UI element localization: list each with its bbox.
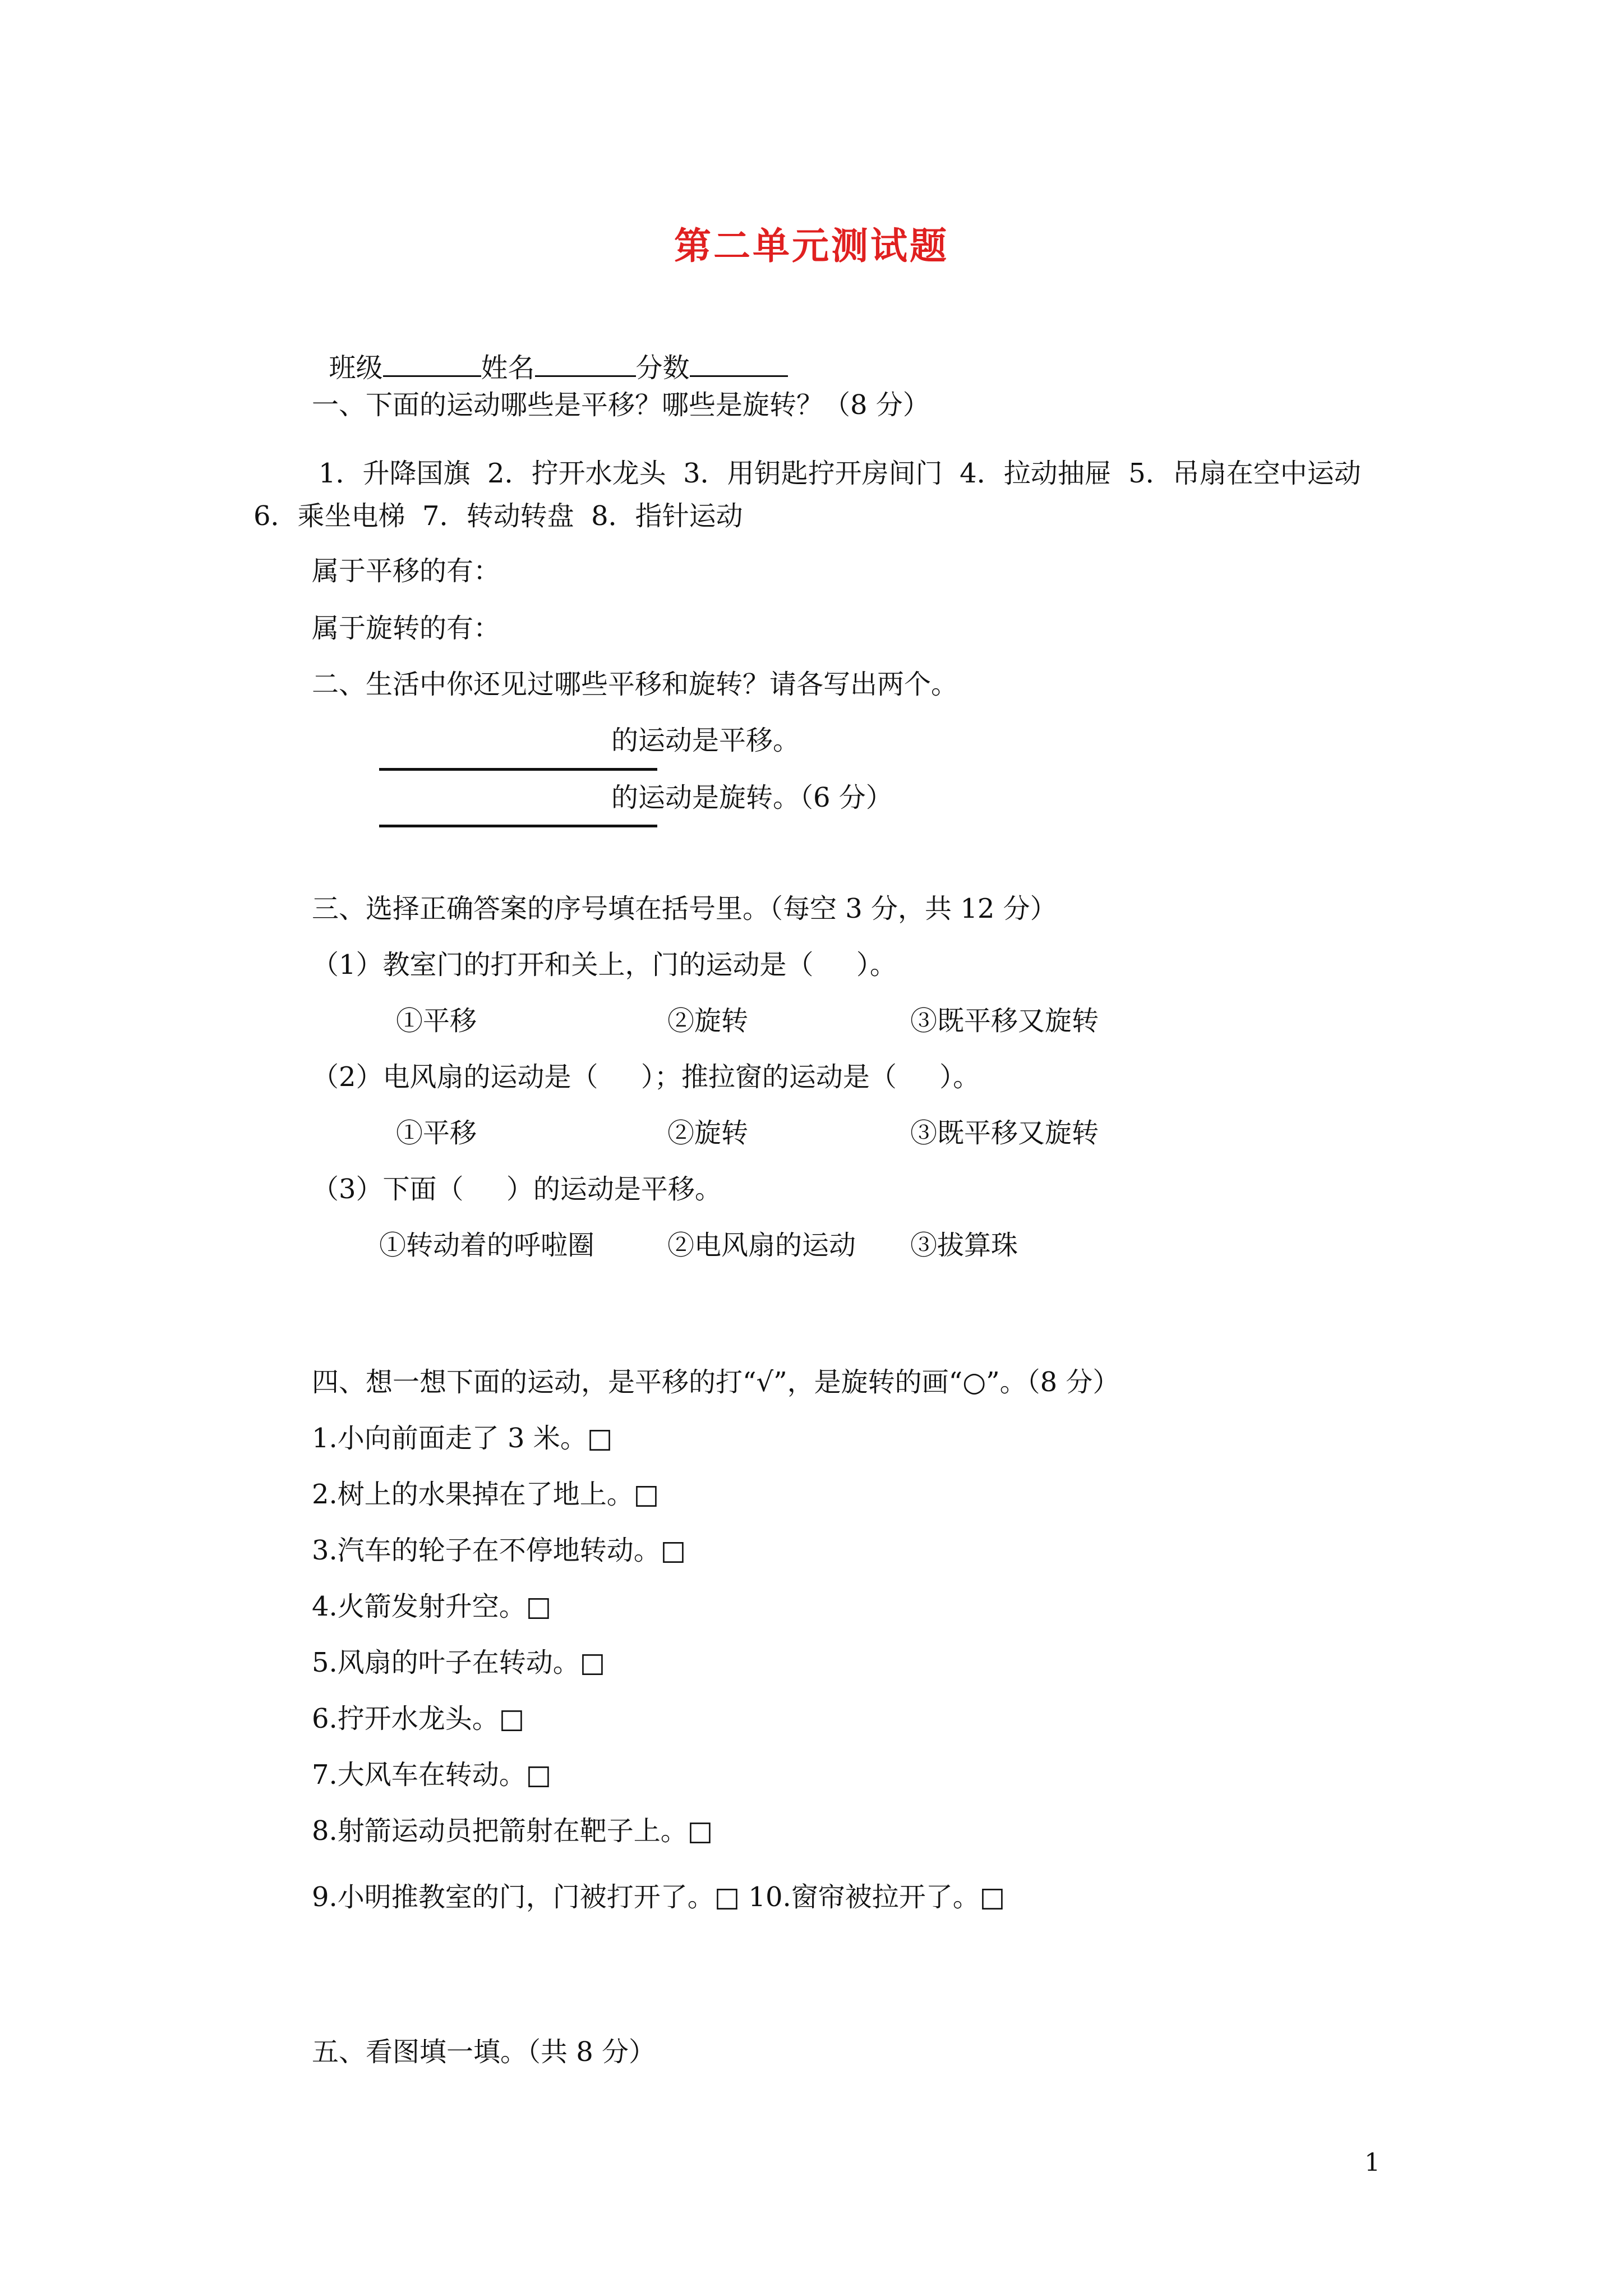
section-3-heading: 三、选择正确答案的序号填在括号里。（每空 3 分，共 12 分）	[312, 893, 1057, 924]
page-number: 1	[1364, 2148, 1380, 2177]
question-3: （3）下面（ ）的运动是平移。	[312, 1174, 722, 1205]
section-2-heading: 二、生活中你还见过哪些平移和旋转？请各写出两个。	[312, 669, 958, 700]
list-item: 3.汽车的轮子在不停地转动。□	[312, 1535, 686, 1566]
q1-option-a: ①平移	[396, 1005, 477, 1037]
list-item: 5.风扇的叶子在转动。□	[312, 1647, 606, 1678]
answer-line-2	[379, 825, 657, 827]
class-blank	[383, 346, 481, 377]
score-label: 分数	[635, 352, 690, 384]
name-blank	[535, 346, 636, 377]
q3-option-a: ①转动着的呼啦圈	[379, 1230, 595, 1261]
list-item: 7.大风车在转动。□	[312, 1759, 552, 1791]
list-item: 8.射箭运动员把箭射在靶子上。□	[312, 1815, 713, 1847]
rotation-label: 属于旋转的有：	[312, 613, 501, 644]
translation-label: 属于平移的有：	[312, 555, 501, 587]
answer-line-1	[379, 768, 657, 771]
section-1-heading: 一、下面的运动哪些是平移？哪些是旋转？（8 分）	[312, 389, 930, 421]
q2-option-c: ③既平移又旋转	[910, 1117, 1099, 1149]
score-blank	[690, 346, 788, 377]
page-title: 第二单元测试题	[674, 224, 949, 268]
class-label: 班级	[329, 352, 383, 384]
list-item: 2.树上的水果掉在了地上。□	[312, 1479, 660, 1510]
student-info-row	[312, 310, 788, 386]
name-label: 姓名	[481, 352, 535, 384]
q3-option-b: ②电风扇的运动	[667, 1230, 856, 1261]
q3-option-c: ③拔算珠	[910, 1230, 1018, 1261]
q2-option-a: ①平移	[396, 1117, 477, 1149]
q2-option-b: ②旋转	[667, 1117, 749, 1149]
rotation-sentence: 的运动是旋转。（6 分）	[611, 782, 893, 813]
question-1: （1）教室门的打开和关上，门的运动是（ ）。	[312, 949, 897, 981]
translation-sentence: 的运动是平移。	[611, 725, 800, 756]
list-item: 1.小向前面走了 3 米。□	[312, 1423, 613, 1454]
list-item: 6.拧开水龙头。□	[312, 1703, 525, 1734]
section-5-heading: 五、看图填一填。（共 8 分）	[312, 2036, 656, 2068]
section-1-items-line2: 6．乘坐电梯 7．转动转盘 8．指针运动	[253, 500, 743, 532]
list-item: 4.火箭发射升空。□	[312, 1591, 552, 1622]
q1-option-c: ③既平移又旋转	[910, 1005, 1099, 1037]
question-2: （2）电风扇的运动是（ ）；推拉窗的运动是（ ）。	[312, 1061, 980, 1093]
section-4-heading: 四、想一想下面的运动，是平移的打“√”，是旋转的画“○”。（8 分）	[312, 1366, 1120, 1398]
section-1-items-line1: 1．升降国旗 2．拧开水龙头 3．用钥匙拧开房间门 4．拉动抽屉 5．吊扇在空中运动	[319, 458, 1361, 489]
list-item: 9.小明推教室的门，门被打开了。□ 10.窗帘被拉开了。□	[312, 1881, 1006, 1913]
q1-option-b: ②旋转	[667, 1005, 749, 1037]
